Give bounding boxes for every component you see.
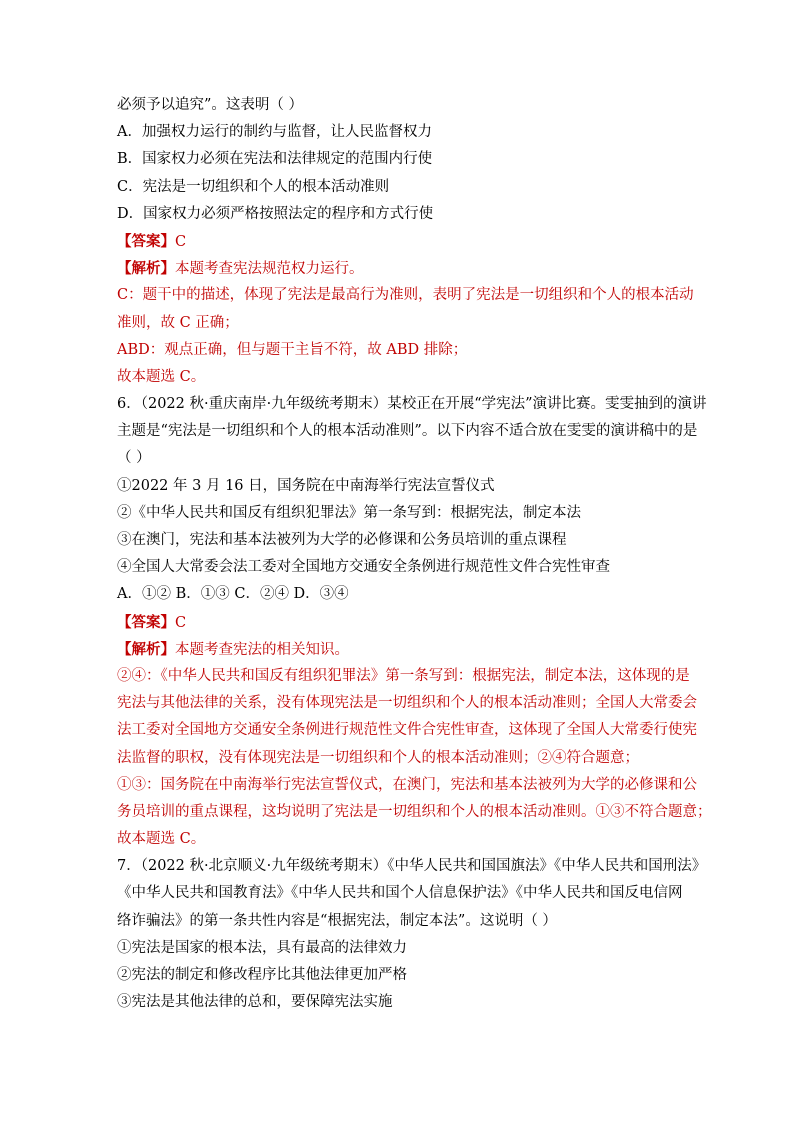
answer-value: C	[175, 233, 187, 250]
answer-value: C	[175, 614, 187, 631]
question-stem: 7．（2022 秋·北京顺义·九年级统考期末）《中华人民共和国国旗法》《中华人民共和国刑法》	[117, 858, 707, 875]
answer-line	[117, 609, 685, 636]
question-stem: 络诈骗法》的第一条共性内容是“根据宪法，制定本法”。这说明（ ）	[117, 912, 557, 929]
option-a: A．加强权力运行的制约与监督，让人民监督权力	[117, 124, 432, 141]
analysis-line	[117, 255, 685, 282]
statement-item: ③在澳门，宪法和基本法被列为大学的必修课和公务员培训的重点课程	[117, 532, 567, 548]
statement-item: ④全国人大常委会法工委对全国地方交通安全条例进行规范性文件合宪性审查	[117, 559, 610, 576]
answer-tag: 【答案】	[117, 613, 175, 631]
question-stem: （ ）	[117, 450, 151, 467]
analysis-text: ①③：国务院在中南海举行宪法宣誓仪式，在澳门，宪法和基本法被列为大学的必修课和公	[117, 776, 697, 793]
analysis-text: ABD：观点正确，但与题干主旨不符，故 ABD 排除；	[117, 341, 468, 358]
analysis-tag: 【解析】	[117, 260, 175, 278]
question-stem: 6．（2022 秋·重庆南岸·九年级统考期末）某校正在开展“学宪法”演讲比赛。雯雯抽到的演讲	[117, 396, 707, 413]
option-c: C．宪法是一切组织和个人的根本活动准则	[117, 178, 390, 195]
question-stem-end: 必须予以追究”。这表明（ ）	[117, 97, 304, 113]
statement-item: ②宪法的制定和修改程序比其他法律更加严格	[117, 967, 407, 983]
analysis-text: 务员培训的重点课程，这均说明了宪法是一切组织和个人的根本活动准则。①③不符合题意；	[117, 803, 712, 820]
option-b: B．国家权力必须在宪法和法律规定的范围内行使	[117, 151, 433, 168]
analysis-text: 故本题选 C。	[117, 368, 206, 385]
analysis-text: 故本题选 C。	[117, 831, 206, 848]
analysis-text: 法监督的职权，没有体现宪法是一切组织和个人的根本活动准则；②④符合题意；	[117, 749, 639, 766]
answer-tag: 【答案】	[117, 232, 175, 250]
question-stem: 《中华人民共和国教育法》《中华人民共和国个人信息保护法》《中华人民共和国反电信网	[117, 885, 683, 902]
analysis-text: 宪法与其他法律的关系，没有体现宪法是一切组织和个人的根本活动准则；全国人大常委会	[117, 695, 697, 712]
analysis-tag: 【解析】	[117, 640, 175, 658]
option-d: D．国家权力必须严格按照法定的程序和方式行使	[117, 205, 434, 222]
page-content	[117, 92, 712, 1016]
analysis-intro: 本题考查宪法规范权力运行。	[175, 261, 364, 278]
analysis-text: 法工委对全国地方交通安全条例进行规范性文件合宪性审查，这体现了全国人大常委行使宪	[117, 722, 697, 739]
question-stem: 主题是“宪法是一切组织和个人的根本活动准则”。以下内容不适合放在雯雯的演讲稿中的是	[117, 423, 698, 440]
answer-line	[117, 228, 685, 255]
analysis-text: 准则，故 C 正确；	[117, 314, 239, 331]
statement-item: ③宪法是其他法律的总和，要保障宪法实施	[117, 994, 393, 1011]
statement-item: ①2022 年 3 月 16 日，国务院在中南海举行宪法宣誓仪式	[117, 477, 495, 494]
analysis-text: ②④：《中华人民共和国反有组织犯罪法》第一条写到：根据宪法，制定本法，这体现的是	[117, 667, 690, 684]
analysis-text: C：题干中的描述，体现了宪法是最高行为准则，表明了宪法是一切组织和个人的根本活动	[117, 287, 694, 304]
statement-item: ①宪法是国家的根本法，具有最高的法律效力	[117, 939, 407, 956]
options-line: A．①② B．①③ C．②④ D．③④	[117, 586, 349, 603]
analysis-intro: 本题考查宪法的相关知识。	[175, 641, 349, 658]
analysis-line	[117, 636, 685, 663]
statement-item: ②《中华人民共和国反有组织犯罪法》第一条写到：根据宪法，制定本法	[117, 504, 581, 521]
